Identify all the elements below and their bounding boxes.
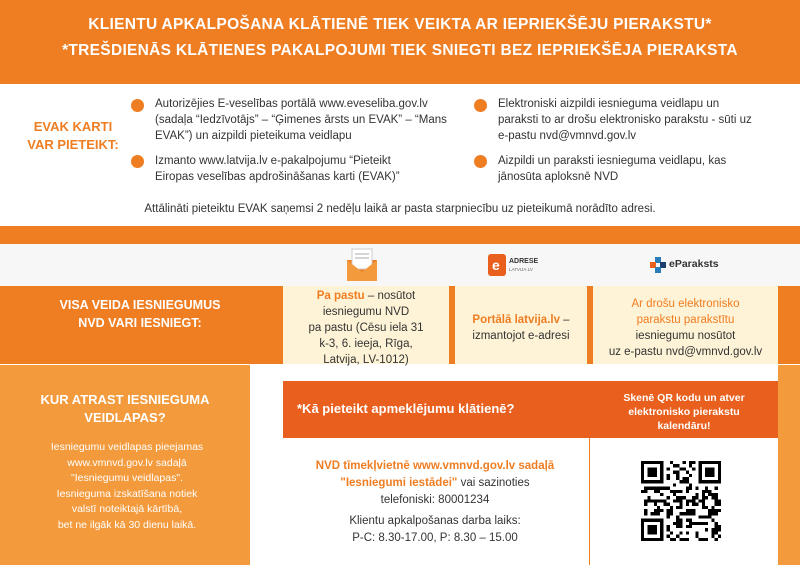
banner-line-2: *TREŠDIENĀS KLĀTIENES PAKALPOJUMI TIEK SNIEGTI BEZ IEPRIEKŠĒJA PIERAKSTA <box>62 42 738 59</box>
text-line: Aizpildi un paraksti iesnieguma veidlapu, kas <box>498 155 727 167</box>
hours-value: P-C: 8.30-17.00, P: 8.30 – 15.00 <box>352 532 518 544</box>
text-line: izmantojot e-adresi <box>472 330 570 342</box>
text-line: Skenē QR kodu un atver <box>623 392 745 404</box>
submit-by-post <box>283 286 449 364</box>
text-line: – <box>559 314 570 326</box>
bullet-icon <box>131 155 144 168</box>
divider-stripe <box>0 226 800 244</box>
text-line: kalendāru! <box>657 420 711 432</box>
text-line: bet ne ilgāk kā 30 dienu laikā. <box>57 518 197 531</box>
forms-text <box>22 440 232 533</box>
text-line: – nosūtot <box>364 290 416 302</box>
eparaksts-text: eParaksts <box>669 258 719 270</box>
forms-title-line-1: KUR ATRAST IESNIEGUMA <box>40 392 210 407</box>
qr-instruction <box>590 381 778 438</box>
hours-title: Klientu apkalpošanas darba laiks: <box>349 515 521 527</box>
text-line: "Iesniegumu veidlapas". <box>71 472 183 484</box>
submit-by-esign <box>593 286 778 364</box>
evak-option-eveseliba <box>155 96 465 144</box>
top-banner <box>0 0 800 84</box>
text-line: Elektroniski aizpildi iesnieguma veidlapu un <box>498 98 720 110</box>
qr-code-icon[interactable] <box>641 461 721 541</box>
bullet-icon <box>474 155 487 168</box>
evak-option-email <box>498 96 788 144</box>
text-line: iesniegumu NVD <box>322 306 410 318</box>
icons-row <box>0 244 800 286</box>
adrese-subtext: LATVIJA.LV <box>509 267 533 272</box>
text-line: www.vmnvd.gov.lv sadaļā <box>67 456 187 469</box>
text-line: k-3, 6. ieeja, Rīga, <box>319 338 413 350</box>
text-line: paraksti to ar drošu elektronisko parakstu - sūti uz <box>498 114 752 126</box>
portal-title: Portālā latvija.lv <box>472 314 560 326</box>
vertical-divider <box>589 438 590 565</box>
submit-by-portal <box>455 286 587 364</box>
forms-title <box>10 391 240 427</box>
submit-label-line-1: VISA VEIDA IESNIEGUMUS <box>59 298 221 312</box>
text-line: Ar drošu elektronisko <box>631 298 740 310</box>
text-line: Iesnieguma izskatīšana notiek <box>56 487 198 500</box>
svg-text:e: e <box>492 257 500 273</box>
text-line: Latvija, LV-1012) <box>323 354 409 366</box>
post-title: Pa pastu <box>316 290 365 302</box>
bullet-icon <box>131 99 144 112</box>
submit-label-line-2: NVD VARI IESNIEGT: <box>78 316 202 330</box>
evak-option-post <box>498 153 788 185</box>
text-line: elektronisko pierakstu <box>628 406 740 418</box>
text-line: pa pastu (Cēsu iela 31 <box>308 322 424 334</box>
text-line: valstī noteiktajā kārtībā, <box>71 503 183 515</box>
working-hours <box>285 513 585 547</box>
text-line: Autorizējies E-veselības portālā www.eveseliba.gov.lv <box>155 98 428 110</box>
adrese-text: ADRESE <box>509 258 539 265</box>
text-line: uz e-pastu nvd@vmnvd.gov.lv <box>608 346 763 358</box>
submit-label <box>20 296 260 332</box>
envelope-icon <box>347 248 377 282</box>
visit-how-label: *Kā pieteikt apmeklējumu klātienē? <box>297 401 515 416</box>
visit-contact <box>285 458 585 509</box>
eparaksts-logo <box>650 256 730 276</box>
text-line: vai sazinoties <box>457 477 530 489</box>
forms-title-line-2: VEIDLAPAS? <box>84 410 166 425</box>
text-line: Izmanto www.latvija.lv e-pakalpojumu “Pieteikt <box>155 155 391 167</box>
evak-note: Attālināti pieteiktu EVAK saņemsi 2 nedēļu laikā ar pasta starpniecību uz pieteikumā norādīto adresi. <box>144 203 656 215</box>
evak-label <box>18 118 128 154</box>
evak-label-line-2: VAR PIETEIKT: <box>27 137 119 152</box>
text-line: Eiropas veselības apdrošināšanas karti (EVAK)” <box>155 171 400 183</box>
e-adrese-icon <box>488 254 506 276</box>
section-name: "Iesniegumi iestādei" <box>340 477 458 489</box>
text-line: parakstu parakstītu <box>636 314 735 326</box>
eparaksts-icon <box>650 257 666 273</box>
text-line: jānosūta aploksnē NVD <box>498 171 619 183</box>
phone-line: telefoniski: 80001234 <box>380 494 490 506</box>
text-line: EVAK”) un aizpildi pieteikuma veidlapu <box>155 130 352 142</box>
text-line: e-pastu nvd@vmnvd.gov.lv <box>498 130 637 142</box>
text-line: (sadaļa “Iedzīvotājs” – “Ģimenes ārsts un EVAK” – “Mans <box>155 114 447 126</box>
text-line: NVD tīmekļvietnē www.vmnvd.gov.lv sadaļā <box>315 460 555 472</box>
banner-line-1: KLIENTU APKALPOŠANA KLĀTIENĒ TIEK VEIKTA AR IEPRIEKŠĒJU PIERAKSTU* <box>88 16 712 33</box>
bullet-icon <box>474 99 487 112</box>
text-line: Iesniegumu veidlapas pieejamas <box>50 441 204 453</box>
text-line: iesniegumu nosūtot <box>635 330 736 342</box>
evak-label-line-1: EVAK KARTI <box>33 119 113 134</box>
e-adrese-logo <box>488 252 548 280</box>
evak-option-latvija <box>155 153 465 185</box>
right-edge-strip <box>778 365 800 565</box>
